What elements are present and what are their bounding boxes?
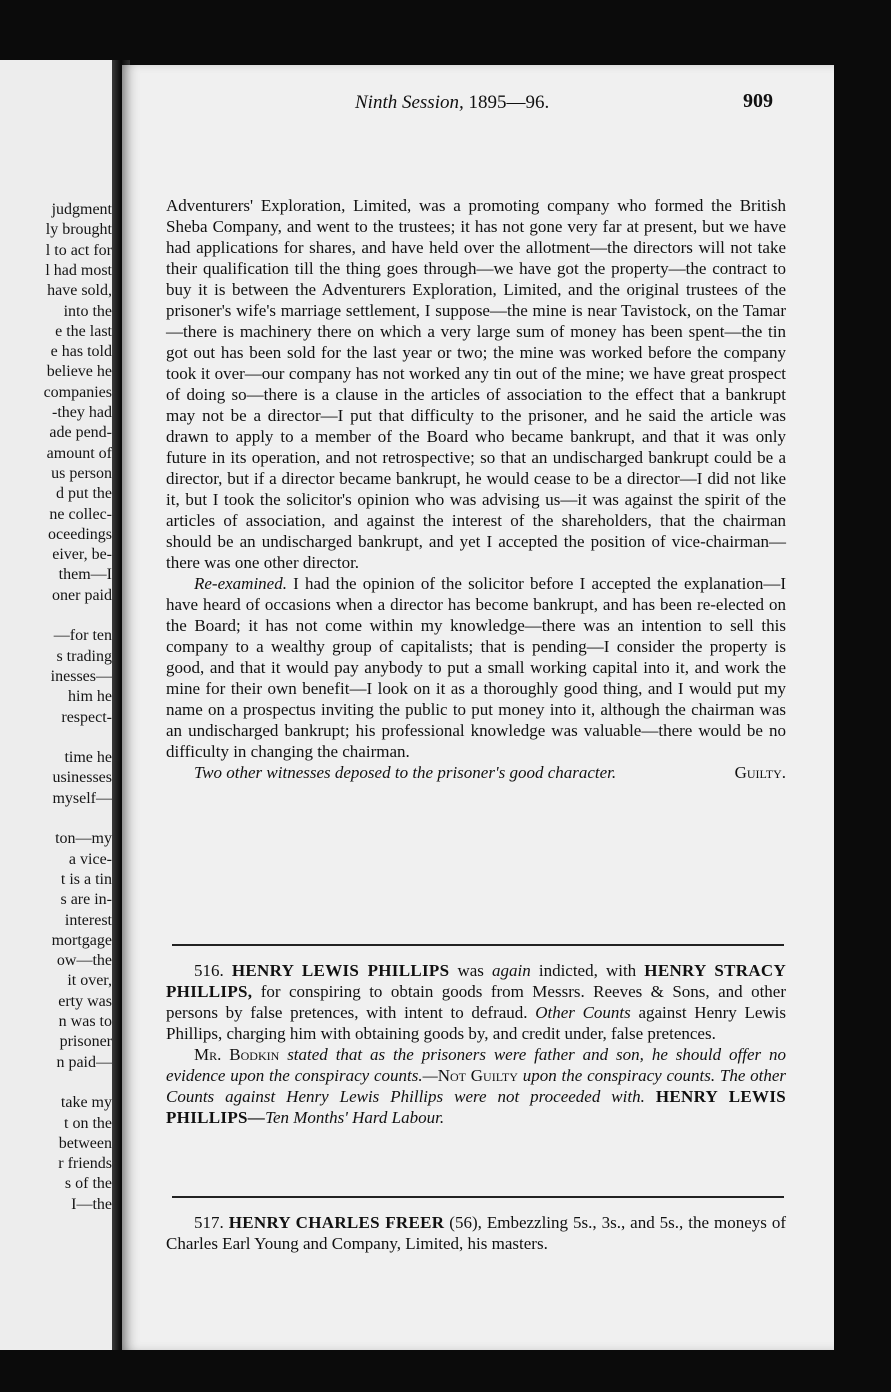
left-page-line: amount of [46,444,112,462]
left-page-line: it over, [67,972,112,990]
left-page-line: mortgage [51,931,112,949]
case-516-other-counts-label: Other Counts [535,1003,631,1022]
running-header [355,92,549,114]
left-page-line: ton—my [55,830,112,848]
left-page-line: ade pend- [49,424,112,442]
witnesses-note: Two other witnesses deposed to the prisoner's good character. [194,763,617,782]
left-page-line: erty was [58,992,112,1010]
reexamined-label: Re-examined. [194,574,287,593]
left-page-line: judgment [51,201,112,218]
left-page-line: them—I [58,566,112,584]
left-page-line: a vice- [68,850,112,868]
case-516-not-guilty: Not Guilty [437,1066,518,1085]
left-page-line: respect- [61,708,112,726]
page-number: 909 [743,90,773,112]
verdict: Guilty. [734,763,786,782]
left-page-line: n was to [58,1013,112,1030]
left-page-line: n paid— [56,1053,112,1071]
case-517-indictment [166,1212,786,1254]
left-page-line: believe he [46,363,112,381]
left-page-line: ly brought [45,221,112,239]
left-page-line: ne collec- [49,505,112,523]
left-page-line: s of the [64,1175,112,1193]
testimony-block [166,195,786,783]
case-516-sentence-name: HENRY LEWIS PHILLIPS— [166,1087,787,1127]
left-page-line: time he [64,749,112,767]
left-page-line: eiver, be- [52,546,112,564]
case-517-defendant: HENRY CHARLES FREER [228,1213,445,1232]
left-page-line: myself— [52,789,112,807]
left-page-line: e has told [50,343,112,361]
case-516-again: again [492,961,531,980]
case-divider-2 [172,1196,784,1198]
case-516-sentence: Ten Months' Hard Labour. [265,1108,445,1127]
case-517-block [166,1212,786,1254]
left-page-line: —for ten [53,627,112,645]
left-page-fragment [0,60,118,1350]
case-516-block [166,960,786,1128]
left-page-line: d put the [56,485,112,503]
left-page-line: e the last [55,322,112,340]
testimony-paragraph: Adventurers' Exploration, Limited, was a promoting company who formed the British Sheba Company, and went to the trustees; it has not gone very far at present, but we have had applications for shares, and have held over the allotment—the directors will not take their qualification till the thing goes through—we have got the property—the contract to buy it is between the Adventurers Exploration, Limited, and the original trustees of the prisoner's wife's marriage settlement, I suppose—the mine is near Tavistock, on the Tamar—there is machinery there on which a very large sum of money has been spent—the tin got out has been sold for the last year or two; the mine was worked before the company took it over—our company has not worked any tin out of the mine; we have great prospect of doing so—there is a clause in the articles of association to the effect that a bankrupt may not be a director—I put that difficulty to the prisoner, and he said the article was drawn to apply to a member of the Board who became bankrupt, and that it was only future in its operation, and not retrospective; so that an undischarged bankrupt could be a director, but if a director became bankrupt, he would cease to be a director—I did not like it, but I took the solicitor's opinion who was advising us—it was against the spirit of the articles of association, and against the interest of the shareholders, that the chairman should be an undischarged bankrupt, and yet I accepted the position of vice-chairman—there was one other director. [166,196,786,572]
left-page-line: have sold, [47,282,112,300]
case-divider [172,944,784,946]
left-page-line: I—the [71,1195,112,1213]
left-page-line: t is a tin [60,870,112,888]
reexamined-text: I had the opinion of the solicitor before I accepted the explanation—I have heard of occasions when a director has become bankrupt, and has been re-elected on the Board; it has not come within my knowledge—there was an intention to sell this company to a wealthy group of capitalists; that is pending—I consider the property is good, and that it would pay anybody to put a small working capital into it, and work the mine for their own benefit—I look on it as a thoroughly good thing, and I would put my name on a prospectus inviting the public to put money into it, although the chairman was an undischarged bankrupt; his professional knowledge was valuable—there would be no difficulty in changing the chairman. [166,574,787,761]
case-516-statement-1: stated that as the prisoners were father and son, he should offer no evidence upon the conspiracy counts.— [166,1045,787,1085]
left-page-line: r friends [58,1155,112,1173]
left-page-line: companies [43,383,112,401]
left-page-line: between [58,1134,112,1152]
case-516-number: 516. [194,961,224,980]
case-516-other-counts-text: against Henry Lewis Phillips, charging him with obtaining goods by, and credit under, false pretences. [166,1003,787,1043]
left-page-line: him he [68,688,112,706]
case-516-counsel: Mr. Bodkin [194,1045,280,1064]
left-page-line: inesses— [50,667,112,685]
case-516-indicted: indicted, with [538,961,637,980]
left-page-line: -they had [52,404,112,421]
left-page-line: us person [51,464,112,482]
left-page-line: usinesses [52,769,112,787]
left-page-line: t on the [64,1114,112,1132]
case-516-codefendant: HENRY STRACY PHILLIPS, [166,961,787,1001]
left-page-line: take my [60,1094,112,1112]
case-516-outcome [166,1044,786,1128]
case-516-was: was [457,961,484,980]
case-517-number: 517. [194,1213,224,1232]
left-page-line: l to act for [45,241,112,259]
left-page-line: into the [63,302,112,320]
left-page-line: ow—the [56,952,112,970]
left-page-line: s are in- [60,891,112,909]
case-516-statement-2: upon the conspiracy counts. The other Counts against Henry Lewis Phillips were not proceeded with. [166,1066,787,1106]
session-title: Ninth Session, [355,92,464,113]
left-page-line: interest [64,911,112,929]
left-page-line: prisoner [59,1033,112,1051]
case-516-charge: for conspiring to obtain goods from Messrs. Reeves & Sons, and other persons by false pretences, with intent to defraud. [166,982,787,1022]
left-page-line: oceedings [48,525,112,543]
case-516-defendant: HENRY LEWIS PHILLIPS [231,961,450,980]
left-page-line: l had most [45,261,112,279]
left-page-line: s trading [56,647,112,665]
case-517-text: (56), Embezzling 5s., 3s., and 5s., the moneys of Charles Earl Young and Company, Limited, his masters. [166,1213,787,1253]
session-years: 1895—96. [468,92,550,113]
left-page-line: oner paid [52,586,112,604]
reexamination-paragraph [166,573,786,762]
case-516-indictment [166,960,786,1044]
